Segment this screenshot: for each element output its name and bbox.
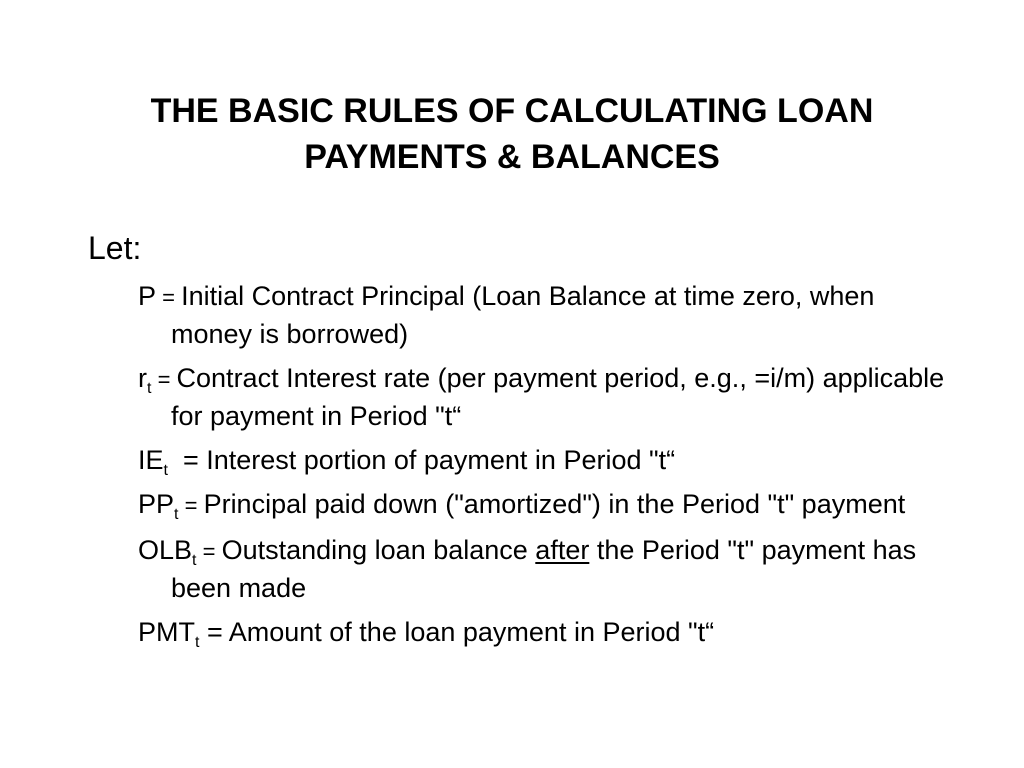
definition-text: Principal paid down ("amortized") in the Period "t" payment	[203, 489, 906, 519]
definition-symbol: IE	[138, 445, 164, 475]
definition-symbol: P	[138, 281, 157, 311]
title-line-2: PAYMENTS & BALANCES	[304, 138, 720, 176]
definition-text: Contract Interest rate (per payment period, e.g., =i/m) applicable for payment in Period "t“	[171, 363, 945, 431]
definition-outstanding-balance	[138, 532, 958, 606]
definition-symbol: OLB	[138, 535, 193, 565]
definition-text: Amount of the loan payment in Period "t“	[228, 617, 715, 647]
equals-sign: =	[167, 445, 207, 475]
equals-sign: =	[178, 493, 204, 518]
equals-sign: =	[151, 367, 177, 392]
definition-interest-rate	[138, 360, 958, 434]
definition-symbol: r	[138, 363, 147, 393]
definition-subscript: t	[192, 552, 197, 569]
equals-sign: =	[156, 285, 182, 310]
title-line-1: THE BASIC RULES OF CALCULATING LOAN	[150, 92, 874, 130]
definition-text: Interest portion of payment in Period "t“	[206, 445, 676, 475]
definition-subscript: t	[163, 462, 168, 479]
slide-title	[60, 88, 964, 180]
equals-sign: =	[199, 617, 229, 647]
definition-text: Initial Contract Principal (Loan Balance at time zero, when money is borrowed)	[171, 281, 875, 349]
definition-symbol: PMT	[138, 617, 195, 647]
definition-symbol: PP	[138, 489, 175, 519]
definition-subscript: t	[195, 634, 200, 651]
definition-principal-paid	[138, 486, 958, 524]
definitions-list	[138, 278, 958, 658]
definition-text-after: the Period "t" payment has been made	[171, 535, 917, 603]
definition-text-before: Outstanding loan balance	[221, 535, 536, 565]
definition-principal	[138, 278, 958, 352]
definition-subscript: t	[147, 380, 152, 397]
definition-payment-amount	[138, 614, 958, 650]
definition-emphasis: after	[535, 535, 590, 565]
lead-text: Let:	[88, 230, 142, 266]
definition-interest-portion	[138, 442, 958, 478]
definition-subscript: t	[174, 506, 179, 523]
equals-sign: =	[196, 539, 222, 564]
